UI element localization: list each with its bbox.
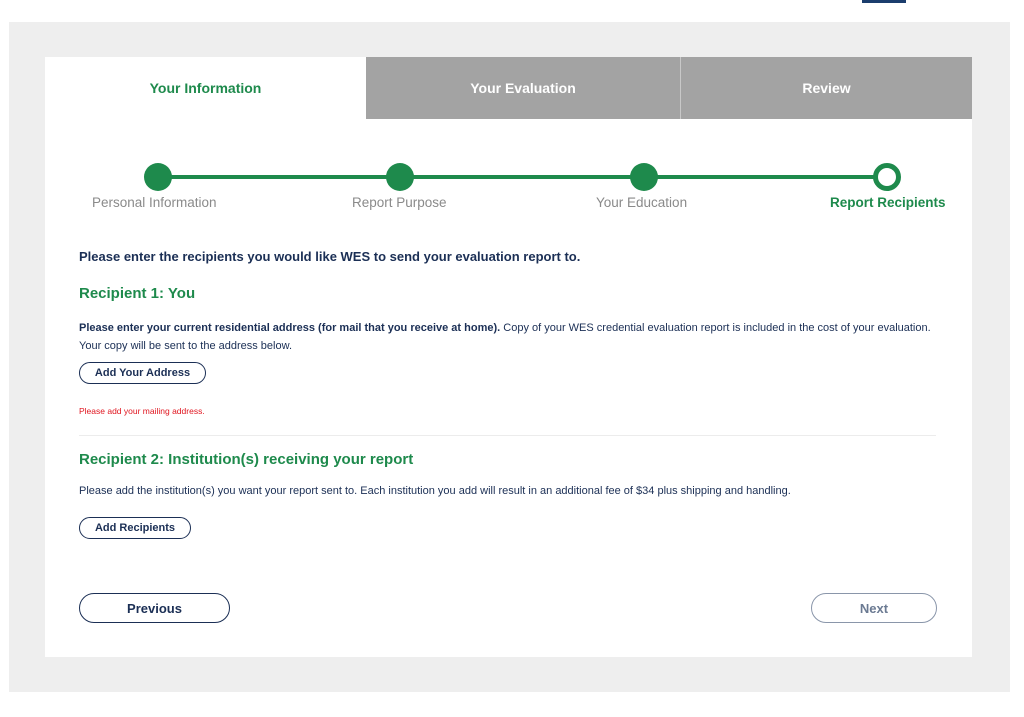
address-error-message: Please add your mailing address.	[79, 406, 205, 416]
step-label-report-recipients: Report Recipients	[830, 195, 946, 210]
previous-button[interactable]: Previous	[79, 593, 230, 623]
recipient-1-description	[79, 319, 949, 355]
tab-your-evaluation[interactable]: Your Evaluation	[366, 57, 680, 119]
recipient-1-description-bold: Please enter your current residential address (for mail that you receive at home).	[79, 322, 501, 334]
recipient-2-title: Recipient 2: Institution(s) receiving your report	[79, 451, 414, 468]
progress-line	[158, 175, 881, 179]
step-label-personal-information[interactable]: Personal Information	[92, 195, 217, 210]
recipient-1-description-text: Copy of your WES credential evaluation report is included in the cost of your evaluation. Your copy will be sent to the address below.	[79, 322, 931, 352]
step-current-icon	[873, 163, 901, 191]
step-label-report-purpose[interactable]: Report Purpose	[352, 195, 447, 210]
instructions-heading: Please enter the recipients you would like WES to send your evaluation report to.	[79, 249, 581, 264]
recipient-1-title: Recipient 1: You	[79, 285, 196, 302]
tab-your-information[interactable]: Your Information	[45, 57, 366, 119]
step-label-your-education[interactable]: Your Education	[596, 195, 688, 210]
step-complete-icon	[630, 163, 658, 191]
next-button[interactable]: Next	[811, 593, 937, 623]
tab-review[interactable]: Review	[680, 57, 972, 119]
step-complete-icon	[144, 163, 172, 191]
add-recipients-button[interactable]: Add Recipients	[79, 517, 191, 539]
section-divider	[79, 435, 936, 436]
tab-bar	[45, 57, 972, 119]
step-complete-icon	[386, 163, 414, 191]
recipient-2-description: Please add the institution(s) you want your report sent to. Each institution you add will result in an additional fee of $34 plus shipping and handling.	[79, 485, 791, 497]
application-card	[45, 57, 972, 657]
add-address-button[interactable]: Add Your Address	[79, 362, 206, 384]
top-accent-bar	[862, 0, 906, 3]
